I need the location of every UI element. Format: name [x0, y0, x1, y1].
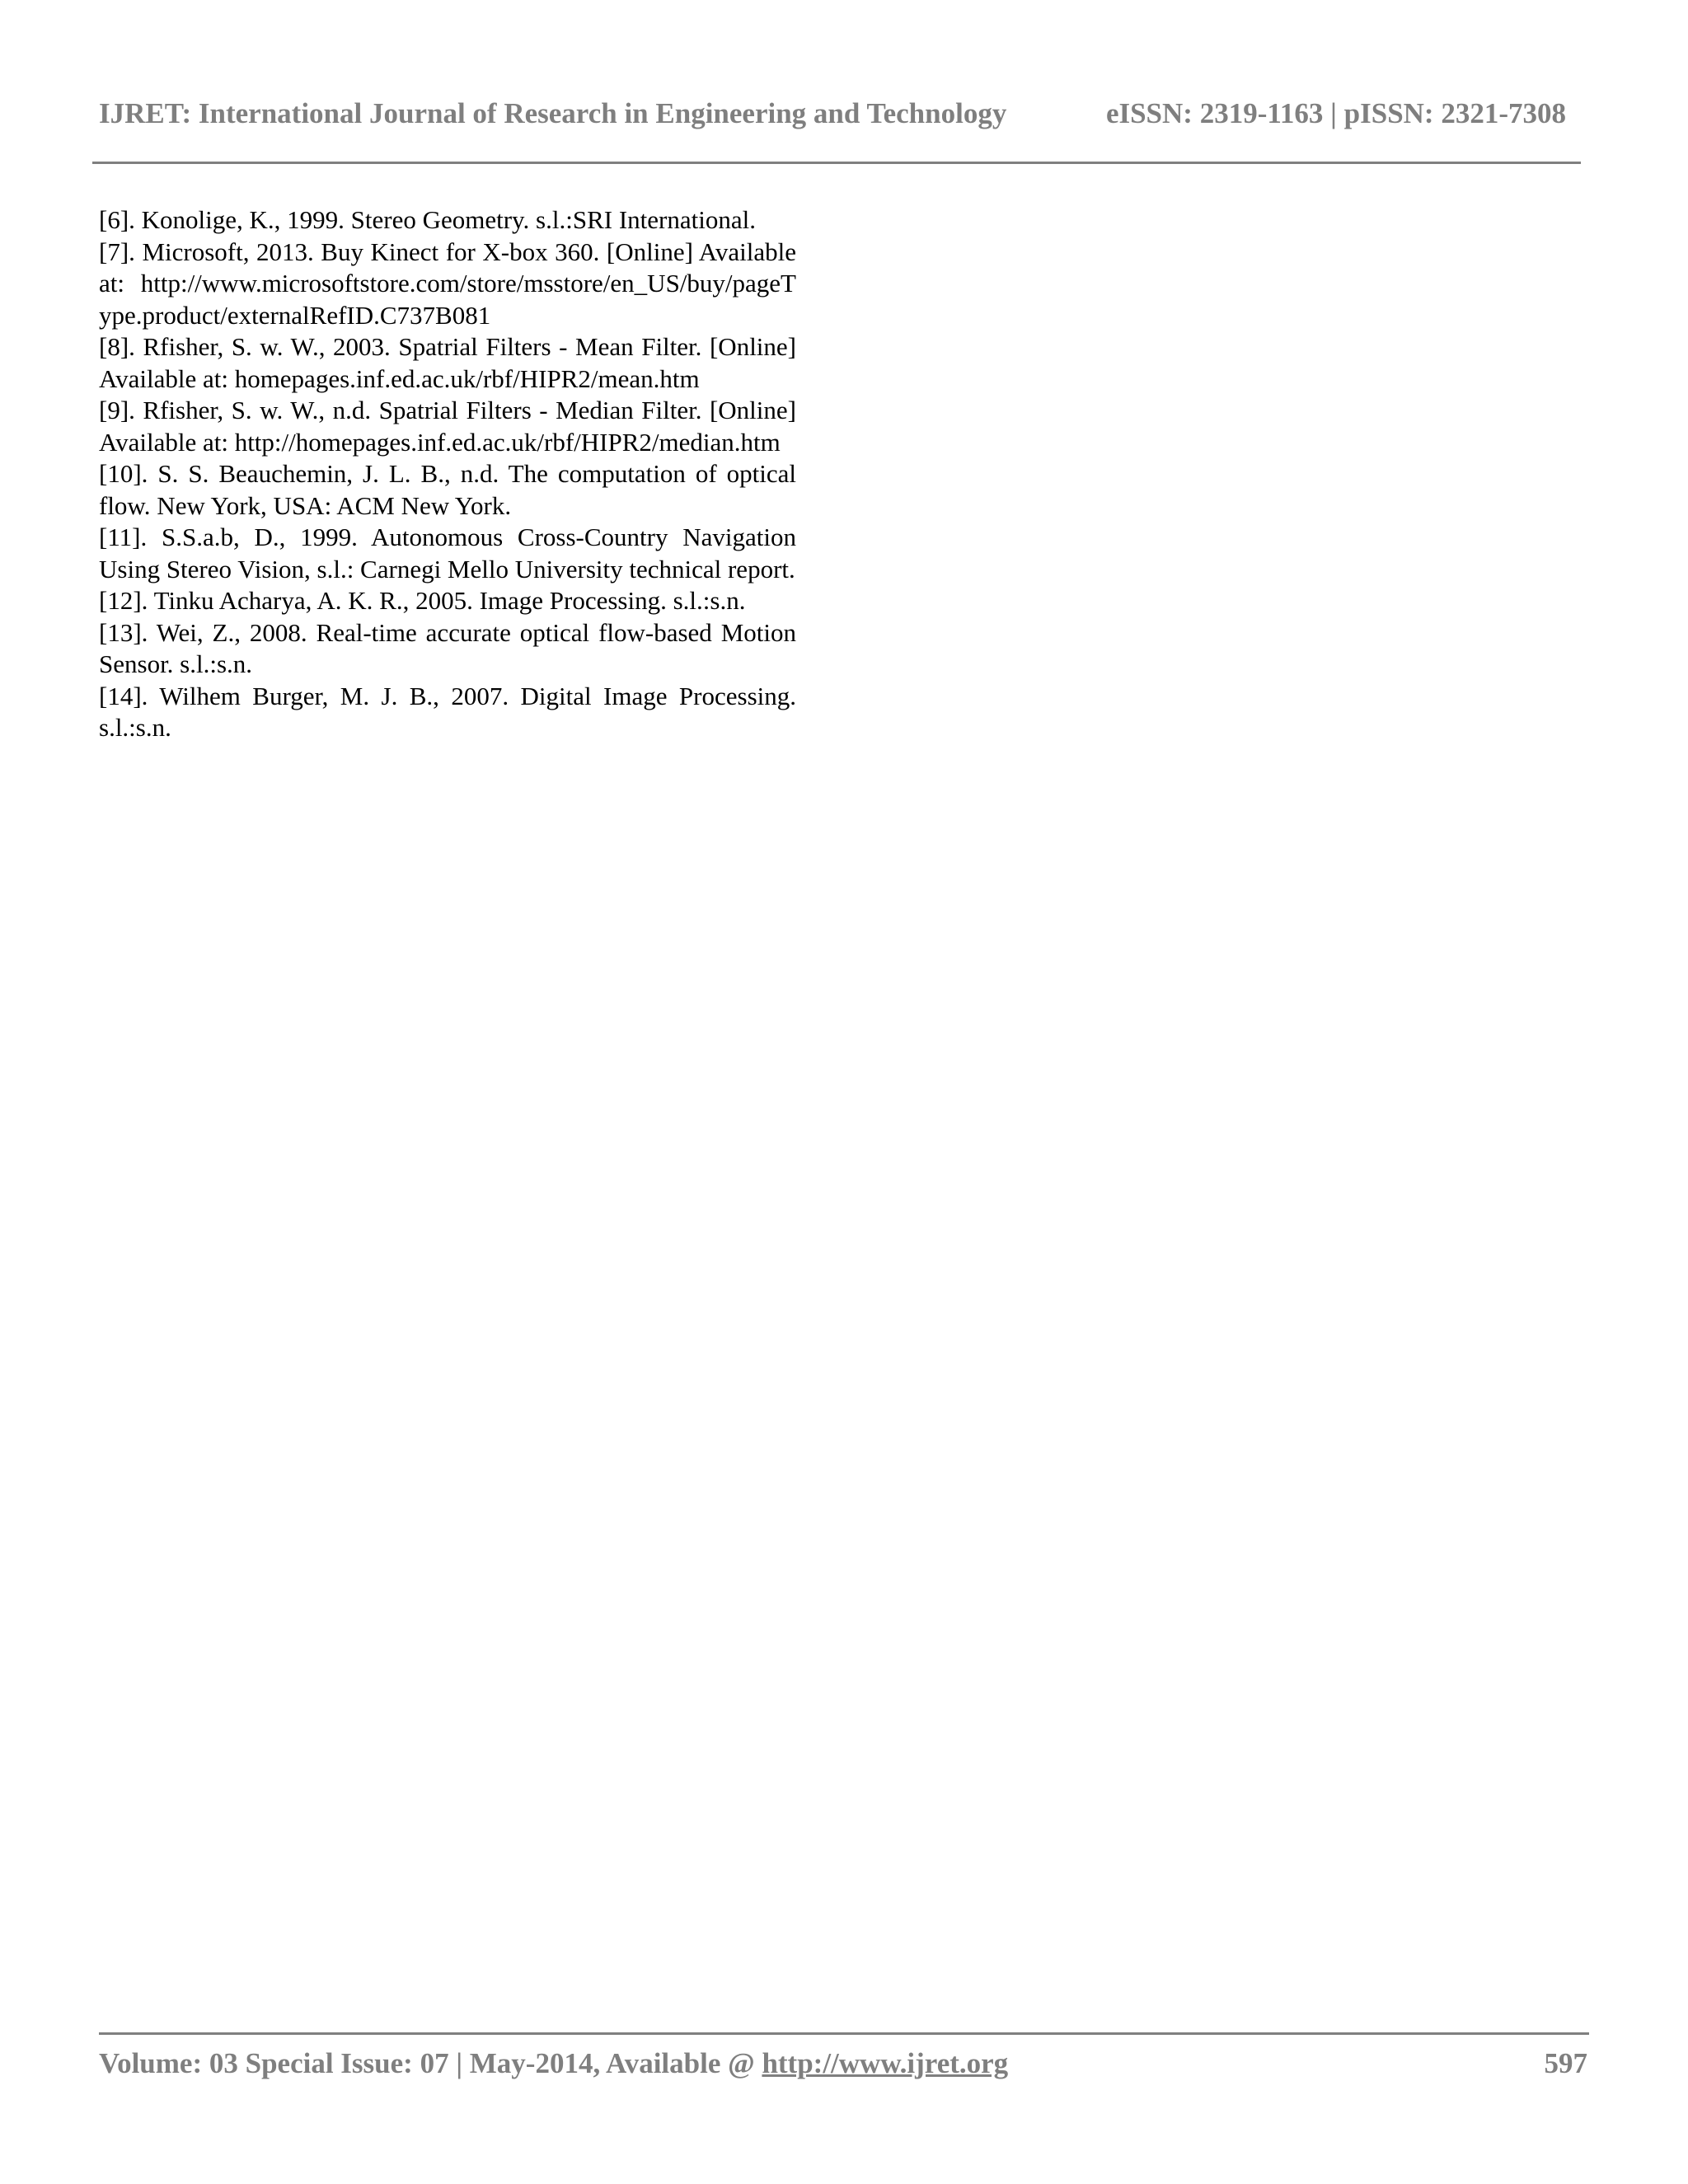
reference-list	[99, 204, 796, 744]
reference-text: [12]. Tinku Acharya, A. K. R., 2005. Image Processing. s.l.:s.n.	[99, 586, 746, 615]
reference-text: [10]. S. S. Beauchemin, J. L. B., n.d. The computation of optical flow. New York, USA: ACM New York.	[99, 459, 796, 520]
footer-citation	[99, 2047, 1008, 2080]
reference-13	[99, 617, 796, 681]
journal-title: IJRET: International Journal of Research in Engineering and Technology	[99, 97, 1007, 129]
reference-url: homepages.inf.ed.ac.uk/rbf/HIPR2/mean.htm	[234, 363, 700, 393]
page-footer	[99, 2047, 1587, 2085]
reference-url: http://homepages.inf.ed.ac.uk/rbf/HIPR2/median.htm	[234, 427, 781, 457]
reference-11	[99, 522, 796, 585]
reference-10	[99, 458, 796, 522]
reference-6	[99, 204, 796, 237]
reference-8	[99, 331, 796, 395]
header-divider	[92, 162, 1581, 164]
reference-14	[99, 681, 796, 744]
page-number: 597	[1544, 2047, 1587, 2079]
page-header	[99, 97, 1566, 135]
reference-url: http://www.microsoftstore.com/store/msstore/en_US/buy/pageType.product/externalRefID.C737B081	[99, 269, 796, 330]
journal-website-link[interactable]: http://www.ijret.org	[762, 2047, 1009, 2079]
reference-text: [7]. Microsoft, 2013. Buy Kinect for X-box 360. [Online] Available at:	[99, 237, 796, 298]
reference-text: [14]. Wilhem Burger, M. J. B., 2007. Digital Image Processing. s.l.:s.n.	[99, 681, 796, 742]
reference-text: [9]. Rfisher, S. w. W., n.d. Spatrial Filters - Median Filter. [Online] Available at:	[99, 396, 796, 457]
reference-text: [6]. Konolige, K., 1999. Stereo Geometry. s.l.:SRI International.	[99, 205, 756, 234]
reference-9	[99, 395, 796, 458]
issn-label: eISSN: 2319-1163 | pISSN: 2321-7308	[1105, 97, 1566, 129]
volume-info: Volume: 03 Special Issue: 07 | May-2014, Available @	[99, 2047, 762, 2079]
reference-text: [8]. Rfisher, S. w. W., 2003. Spatrial Filters - Mean Filter. [Online] Available at:	[99, 332, 796, 393]
reference-7	[99, 237, 796, 332]
footer-divider	[99, 2032, 1589, 2035]
reference-text: [11]. S.S.a.b, D., 1999. Autonomous Cross-Country Navigation Using Stereo Vision, s.l.: Carnegi Mello University technical report.	[99, 523, 796, 583]
reference-12	[99, 585, 796, 617]
reference-text: [13]. Wei, Z., 2008. Real-time accurate optical flow-based Motion Sensor. s.l.:s.n.	[99, 617, 796, 678]
